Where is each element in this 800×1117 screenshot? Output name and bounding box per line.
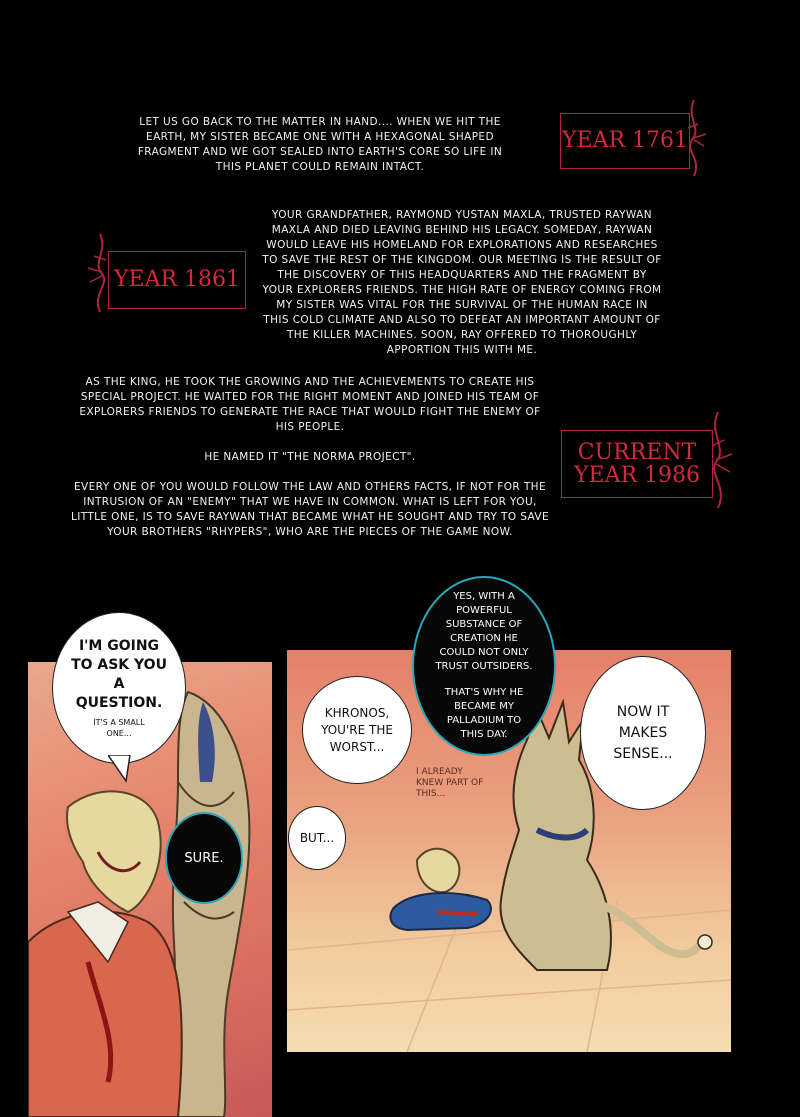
bubble-tail: [108, 755, 138, 785]
speech-bubble-but: BUT...: [288, 806, 346, 870]
flourish-ornament-icon: [680, 98, 708, 178]
whisper-already-knew: I ALREADY KNEW PART OF THIS...: [416, 767, 484, 799]
narration-king: AS THE KING, HE TOOK THE GROWING AND THE ACHIEVEMENTS TO CREATE HIS SPECIAL PROJECT. HE WAITED FOR THE RIGHT MOMENT AND JOINED HIS TEAM OF EXPLORERS FRIENDS TO GENERATE THE RACE THAT WOULD FIGHT THE ENEMY OF HIS PEOPLE.: [79, 376, 541, 433]
narration-norma: HE NAMED IT "THE NORMA PROJECT".: [204, 451, 416, 463]
speech-bubble-sure: SURE.: [165, 812, 243, 904]
flourish-ornament-icon: [704, 410, 734, 510]
narration-block-1: LET US GO BACK TO THE MATTER IN HAND.... WHEN WE HIT THE EARTH, MY SISTER BECAME ONE WITH A HEXAGONAL SHAPED FRAGMENT AND WE GOT SEALED INTO EARTH'S CORE SO LIFE IN THIS PLANET COULD REMAIN INTACT.: [137, 116, 503, 173]
speech-bubble-question: I'M GOING TO ASK YOU A QUESTION. IT'S A SMALL ONE...: [52, 612, 186, 764]
speech-bubble-powerful-substance: YES, WITH A POWERFUL SUBSTANCE OF CREATION HE COULD NOT ONLY TRUST OUTSIDERS. THAT'S WHY HE BECAME MY PALLADIUM TO THIS DAY.: [412, 576, 556, 756]
narration-block-2: YOUR GRANDFATHER, RAYMOND YUSTAN MAXLA, TRUSTED RAYWAN MAXLA AND DIED LEAVING BEHIND HIS LEGACY. SOMEDAY, RAYWAN WOULD LEAVE HIS HOMELAND FOR EXPLORATIONS AND RESEARCHES TO SAVE THE REST OF THE KINGDOM. OUR MEETING IS THE RESULT OF THE DISCOVERY OF THIS HEADQUARTERS AND THE FRAGMENT BY YOUR EXPLORERS FRIENDS. THE HIGH RATE OF ENERGY COMING FROM MY SISTER WAS VITAL FOR THE SURVIVAL OF THE HUMAN RACE IN THIS COLD CLIMATE AND ALSO TO DEFEAT AN IMPORTANT AMOUNT OF THE KILLER MACHINES. SOON, RAY OFFERED TO THOROUGHLY APPORTION THIS WITH ME.: [262, 209, 662, 356]
speech-bubble-khronos: KHRONOS, YOU'RE THE WORST...: [302, 676, 412, 784]
current-year-1986-box: CURRENT YEAR 1986: [561, 430, 713, 498]
narration-block-3: [70, 375, 550, 555]
year-1761-box: YEAR 1761: [560, 113, 690, 169]
narration-enemy: EVERY ONE OF YOU WOULD FOLLOW THE LAW AND OTHERS FACTS, IF NOT FOR THE INTRUSION OF AN "ENEMY" THAT WE HAVE IN COMMON. WHAT IS LEFT FOR YOU, LITTLE ONE, IS TO SAVE RAYWAN THAT BECAME WHAT HE SOUGHT AND TRY TO SAVE YOUR BROTHERS "RHYPERS", WHO ARE THE PIECES OF THE GAME NOW.: [70, 481, 550, 538]
flourish-ornament-icon: [86, 232, 114, 314]
year-1861-box: YEAR 1861: [108, 251, 246, 309]
speech-bubble-now-it-makes-sense: NOW IT MAKES SENSE...: [580, 656, 706, 810]
